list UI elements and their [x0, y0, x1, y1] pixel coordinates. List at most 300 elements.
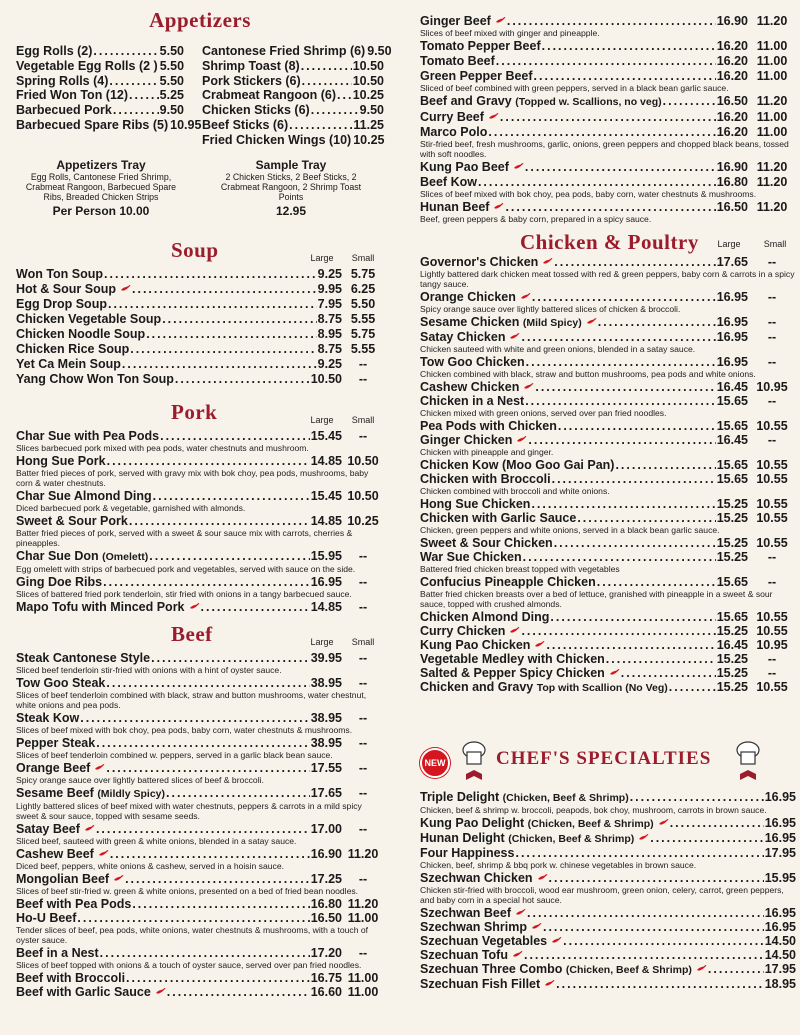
- menu-item-price: 15.95: [764, 871, 796, 885]
- menu-item-title: Orange Chicken: [420, 290, 516, 304]
- appetizer-price: 9.50: [159, 103, 184, 118]
- appetizer-name: Barbecued Spare Ribs (5): [16, 117, 169, 132]
- menu-item-title: Curry Chicken: [420, 624, 506, 638]
- menu-item-price-large: 17.65: [310, 786, 342, 800]
- menu-item-title: Ho-U Beef: [16, 911, 77, 925]
- menu-item-price-small: 10.55: [756, 624, 788, 638]
- menu-item-name: [420, 846, 514, 860]
- menu-item-price: 16.95: [764, 920, 796, 934]
- dot-leader: [558, 419, 716, 433]
- sample-tray-desc: 2 Chicken Sticks, 2 Beef Sticks, 2 Crabmeat Rangoon, 2 Shrimp Toast Points: [220, 172, 362, 202]
- menu-item-row: [16, 971, 384, 985]
- soup-list: [16, 267, 384, 386]
- menu-item-name: [16, 267, 103, 281]
- appetizer-name: Fried Chicken Wings (10): [202, 132, 352, 147]
- menu-item-row: [16, 985, 384, 999]
- dot-leader: [130, 342, 316, 356]
- dot-leader: [543, 920, 764, 934]
- dot-leader: [80, 711, 310, 725]
- menu-item-price-large: 15.45: [310, 429, 342, 443]
- menu-item-row: [16, 786, 384, 801]
- menu-item-row: [16, 549, 384, 564]
- menu-item-price-large: 15.45: [310, 489, 342, 503]
- menu-item-row: [420, 110, 796, 124]
- menu-item-name: [420, 255, 553, 269]
- dot-leader: [311, 103, 359, 118]
- menu-item-name: [420, 610, 549, 624]
- menu-item-title: Four Happiness: [420, 846, 515, 860]
- menu-item-title: Beef with Pea Pods: [16, 897, 132, 911]
- menu-item-price-small: --: [767, 355, 777, 369]
- menu-item-row: [420, 962, 796, 977]
- menu-item-row: [420, 160, 796, 174]
- dot-leader: [96, 822, 310, 836]
- menu-item-title: Governor's Chicken: [420, 255, 539, 269]
- menu-item-row: [16, 651, 384, 665]
- hot-pepper-icon: [512, 951, 523, 958]
- hot-pepper-icon: [586, 318, 597, 325]
- menu-item-title: Chicken Vegetable Soup: [16, 312, 162, 326]
- menu-item-row: [420, 433, 796, 447]
- appetizers-list: [16, 44, 392, 148]
- menu-item: [420, 575, 796, 609]
- menu-item-price-large: 15.65: [716, 575, 748, 589]
- dot-leader: [496, 54, 716, 68]
- menu-item-title: Triple Delight: [420, 790, 500, 804]
- menu-item-description: Lightly battered dark chicken meat tossed with red & green peppers, baby corn & carrots in a spicy tangy sauce.: [420, 269, 795, 289]
- dot-leader: [621, 666, 716, 680]
- menu-item-price-small: --: [358, 651, 368, 665]
- menu-item-row: [420, 39, 796, 53]
- menu-item: [420, 110, 796, 124]
- menu-item: [420, 948, 796, 962]
- menu-item-description: Chicken, green peppers and white onions, served in a black bean garlic sauce.: [420, 525, 720, 535]
- hot-pepper-icon: [84, 825, 95, 832]
- dot-leader: [577, 511, 715, 525]
- menu-item-price-large: 15.95: [310, 549, 342, 563]
- menu-item: [420, 680, 796, 695]
- menu-item-price-large: 16.90: [310, 847, 342, 861]
- menu-item-price-large: 16.20: [716, 125, 748, 139]
- dot-leader: [670, 816, 764, 830]
- menu-item-title: Ginger Chicken: [420, 433, 513, 447]
- menu-item-name: [16, 282, 131, 296]
- appetizer-price: 10.95: [170, 117, 202, 132]
- hot-pepper-icon: [542, 258, 553, 265]
- menu-item: [16, 711, 384, 735]
- menu-item-description: Spicy orange sauce over lightly battered slices of beef & broccoli.: [16, 775, 264, 785]
- menu-item-name: [16, 514, 128, 528]
- menu-item: [420, 511, 796, 535]
- appetizer-row: [202, 88, 384, 103]
- dot-leader: [122, 357, 317, 371]
- menu-item-name: [16, 357, 121, 371]
- menu-item-row: [16, 822, 384, 836]
- menu-item-price-small: --: [767, 394, 777, 408]
- menu-item-title: Satay Chicken: [420, 330, 506, 344]
- menu-item-description: Batter fried pieces of pork, served with a sweet & sour sauce mix with carrots, cherries & pineapples.: [16, 528, 353, 548]
- menu-item: [16, 651, 384, 675]
- menu-item-title: Chicken Rice Soup: [16, 342, 130, 356]
- menu-item-price-large: 15.25: [716, 511, 748, 525]
- menu-item-price-small: 11.00: [756, 110, 788, 124]
- dot-leader: [554, 255, 715, 269]
- dot-leader: [630, 790, 764, 804]
- dot-leader: [129, 88, 159, 103]
- menu-item: [420, 816, 796, 831]
- menu-item-description: Slices of beef tenderloin combined with black, straw and button mushrooms, water chestnut, white onions and pea pods.: [16, 690, 367, 710]
- large-label: Large: [310, 637, 334, 647]
- menu-item-price-small: --: [358, 600, 368, 614]
- dot-leader: [167, 985, 310, 999]
- menu-item-price-small: 11.20: [347, 897, 379, 911]
- menu-item-row: [420, 290, 796, 304]
- menu-item-price-small: 11.20: [756, 160, 788, 174]
- menu-item-name: [420, 458, 614, 472]
- menu-item-price-large: 16.95: [716, 290, 748, 304]
- menu-item-price-large: 17.20: [310, 946, 342, 960]
- hot-pepper-icon: [493, 203, 504, 210]
- menu-item-price-large: 16.20: [716, 69, 748, 83]
- small-label: Small: [763, 239, 787, 249]
- menu-item-name: [16, 786, 165, 801]
- menu-item-title: Chicken Almond Ding: [420, 610, 550, 624]
- menu-item-price-small: 10.55: [756, 458, 788, 472]
- menu-item-name: [16, 946, 99, 960]
- menu-item-title: Salted & Pepper Spicy Chicken: [420, 666, 605, 680]
- menu-item: [420, 380, 796, 394]
- appetizer-row: [16, 59, 184, 74]
- dot-leader: [125, 872, 310, 886]
- menu-item-name: [420, 472, 551, 486]
- menu-item-name: [420, 816, 669, 831]
- menu-item: [420, 54, 796, 68]
- appetizers-left-list: [16, 44, 202, 148]
- dot-leader: [524, 948, 764, 962]
- menu-item: [420, 871, 796, 905]
- appetizer-price: 11.25: [353, 117, 384, 132]
- menu-item-row: [420, 394, 796, 408]
- menu-item-title: Szechuan Tofu: [420, 948, 508, 962]
- menu-item-name: [420, 790, 629, 805]
- menu-item-title: Chicken with Garlic Sauce: [420, 511, 577, 525]
- menu-item-name: [420, 680, 668, 695]
- menu-item-row: [420, 355, 796, 369]
- appetizer-row: [202, 118, 384, 133]
- menu-item-name: [420, 110, 499, 124]
- menu-item: [16, 514, 384, 548]
- large-label: Large: [717, 239, 741, 249]
- menu-item-price-large: 16.60: [310, 985, 342, 999]
- menu-item-name: [420, 39, 541, 53]
- menu-item: [16, 911, 384, 945]
- menu-item-name: [16, 711, 79, 725]
- menu-item-note: (Mild Spicy): [522, 317, 582, 329]
- chef-hat-icon: [734, 740, 762, 782]
- menu-item: [420, 330, 796, 354]
- menu-item-price-large: 15.65: [716, 458, 748, 472]
- menu-item: [420, 419, 796, 433]
- menu-item-description: Chicken stir-fried with broccoli, wood ear mushroom, green onion, celery, carrot, green peppers, and baby corn in a special hot sauce.: [420, 885, 784, 905]
- small-label: Small: [351, 415, 375, 425]
- menu-item-price: 14.50: [764, 934, 796, 948]
- menu-item-name: [420, 575, 596, 589]
- soup-heading: Soup: [171, 238, 219, 262]
- dot-leader: [535, 380, 715, 394]
- menu-item-title: Orange Beef: [16, 761, 91, 775]
- menu-item: [16, 847, 384, 871]
- menu-item-price-small: 5.75: [350, 267, 376, 281]
- menu-item-price-small: --: [358, 786, 368, 800]
- dot-leader: [289, 118, 352, 133]
- menu-item-row: [16, 327, 384, 341]
- menu-item-price: 16.95: [764, 790, 796, 804]
- menu-item-price-small: 11.00: [756, 125, 788, 139]
- menu-item-name: [420, 160, 524, 174]
- menu-item-name: [16, 327, 145, 341]
- menu-item-description: Batter fried pieces of pork, served with gravy mix with bok choy, pea pods, mushrooms, baby corn & water chestnuts.: [16, 468, 369, 488]
- menu-item-name: [420, 550, 522, 564]
- menu-item-price-large: 15.65: [716, 610, 748, 624]
- menu-item-name: [16, 847, 109, 861]
- menu-item-name: [420, 14, 506, 28]
- dot-leader: [160, 429, 310, 443]
- menu-item-price-small: 10.50: [347, 489, 379, 503]
- dot-leader: [337, 88, 352, 103]
- menu-item-price-small: 6.25: [350, 282, 376, 296]
- menu-item: [420, 934, 796, 948]
- menu-item-price-large: 16.75: [310, 971, 342, 985]
- menu-item-name: [420, 69, 533, 83]
- menu-item-price-large: 17.00: [310, 822, 342, 836]
- menu-item-row: [420, 536, 796, 550]
- menu-item-row: [420, 816, 796, 831]
- appetizers-heading: Appetizers: [149, 8, 251, 32]
- menu-item: [16, 786, 384, 821]
- menu-item-description: Slices of beef tenderloin combined w. peppers, served in a garlic black bean sauce.: [16, 750, 333, 760]
- menu-item-row: [16, 489, 384, 503]
- hot-pepper-icon: [495, 17, 506, 24]
- menu-item-note: (Chicken, Beef & Shrimp): [502, 792, 629, 804]
- menu-item-row: [420, 200, 796, 214]
- menu-item-title: Beef with Broccoli: [16, 971, 126, 985]
- menu-item-price-large: 9.95: [317, 282, 342, 296]
- menu-item-price-small: --: [767, 290, 777, 304]
- menu-item: [16, 372, 384, 386]
- hot-pepper-icon: [638, 834, 649, 841]
- menu-item-title: Chicken Kow (Moo Goo Gai Pan): [420, 458, 615, 472]
- menu-item-price-small: --: [358, 357, 368, 371]
- menu-item: [16, 985, 384, 999]
- sample-tray-price: 12.95: [275, 204, 307, 218]
- dot-leader: [104, 267, 317, 281]
- menu-item-price-small: 5.55: [350, 342, 376, 356]
- dot-leader: [149, 549, 309, 563]
- menu-item: [420, 906, 796, 920]
- appetizer-row: [202, 59, 384, 74]
- menu-item-price-large: 9.25: [317, 267, 342, 281]
- menu-item-price-small: 10.55: [756, 511, 788, 525]
- menu-item-name: [16, 872, 124, 886]
- hot-pepper-icon: [551, 937, 562, 944]
- menu-item-title: Tomato Beef: [420, 54, 495, 68]
- menu-item-price-large: 16.95: [716, 330, 748, 344]
- menu-item: [420, 125, 796, 159]
- menu-item: [16, 761, 384, 785]
- menu-item-row: [420, 680, 796, 695]
- menu-item-row: [16, 911, 384, 925]
- menu-item-row: [420, 638, 796, 652]
- menu-item-price-large: 15.25: [716, 550, 748, 564]
- menu-item-row: [16, 297, 384, 311]
- menu-item-name: [420, 652, 605, 666]
- menu-item-price-large: 8.75: [317, 312, 342, 326]
- menu-item-price-large: 17.55: [310, 761, 342, 775]
- menu-item: [420, 652, 796, 666]
- hot-pepper-icon: [509, 333, 520, 340]
- dot-leader: [708, 962, 764, 976]
- menu-item-name: [420, 948, 523, 962]
- menu-item: [420, 497, 796, 511]
- dot-leader: [523, 550, 716, 564]
- specialties-heading: CHEF'S SPECIALTIES: [496, 748, 712, 769]
- menu-item-row: [16, 736, 384, 750]
- menu-item: [420, 290, 796, 314]
- dot-leader: [525, 394, 716, 408]
- menu-item-row: [420, 497, 796, 511]
- appetizers-section: [16, 8, 384, 33]
- large-label: Large: [310, 253, 334, 263]
- menu-item-row: [16, 761, 384, 775]
- chef-hat-icon: [460, 740, 488, 782]
- menu-item-title: Pea Pods with Chicken: [420, 419, 557, 433]
- menu-item-title: Sesame Chicken: [420, 315, 520, 329]
- menu-item-title: Satay Beef: [16, 822, 80, 836]
- dot-leader: [552, 472, 716, 486]
- menu-item: [420, 638, 796, 652]
- menu-item-row: [420, 610, 796, 624]
- appetizer-price: 10.50: [352, 73, 384, 88]
- menu-item-row: [420, 511, 796, 525]
- dot-leader: [113, 103, 159, 118]
- menu-item-name: [420, 536, 553, 550]
- menu-item-name: [420, 175, 477, 189]
- menu-item-row: [420, 977, 796, 991]
- menu-item: [16, 357, 384, 371]
- menu-item-row: [16, 847, 384, 861]
- menu-item-row: [16, 872, 384, 886]
- menu-item-name: [16, 549, 148, 564]
- menu-item-title: Tow Goo Chicken: [420, 355, 525, 369]
- menu-item-price-small: --: [358, 429, 368, 443]
- menu-item-price-small: 10.55: [756, 610, 788, 624]
- menu-item-name: [420, 125, 487, 139]
- hot-pepper-icon: [609, 669, 620, 676]
- menu-item-name: [16, 822, 95, 836]
- menu-item-price-small: 11.00: [347, 985, 379, 999]
- menu-item-row: [420, 69, 796, 83]
- hot-pepper-icon: [696, 965, 707, 972]
- menu-item-price-small: --: [358, 822, 368, 836]
- menu-item-title: Chicken Noodle Soup: [16, 327, 146, 341]
- menu-item-price-large: 15.25: [716, 497, 748, 511]
- menu-item-price-large: 16.45: [716, 380, 748, 394]
- menu-item-title: Hot & Sour Soup: [16, 282, 116, 296]
- dot-leader: [521, 624, 715, 638]
- menu-item-price-small: 11.20: [347, 847, 379, 861]
- dot-leader: [108, 297, 317, 311]
- menu-item: [420, 175, 796, 199]
- menu-item: [16, 822, 384, 846]
- appetizer-row: [16, 44, 184, 59]
- menu-item-row: [420, 458, 796, 472]
- menu-item-price-large: 38.95: [310, 711, 342, 725]
- menu-item-name: [420, 962, 707, 977]
- dot-leader: [96, 736, 310, 750]
- dot-leader: [106, 676, 309, 690]
- menu-item: [420, 831, 796, 846]
- dot-leader: [606, 652, 716, 666]
- menu-item-title: Green Pepper Beef: [420, 69, 533, 83]
- menu-item-name: [420, 920, 542, 934]
- dot-leader: [525, 160, 716, 174]
- menu-item-note: (Chicken, Beef & Shrimp): [508, 833, 635, 845]
- menu-item-title: Beef and Gravy: [420, 94, 512, 108]
- menu-item: [420, 39, 796, 53]
- dot-leader: [100, 946, 310, 960]
- appetizer-name: Barbecued Pork: [16, 103, 112, 118]
- menu-item-row: [16, 600, 384, 614]
- dot-leader: [106, 761, 309, 775]
- menu-item: [420, 458, 796, 472]
- appetizer-name: Pork Stickers (6): [202, 73, 301, 88]
- menu-item-price-large: 15.65: [716, 419, 748, 433]
- menu-item-price-small: 5.75: [350, 327, 376, 341]
- menu-item-name: [420, 419, 557, 433]
- menu-item-title: Szechwan Chicken: [420, 871, 533, 885]
- menu-item-row: [16, 676, 384, 690]
- menu-item-row: [420, 550, 796, 564]
- menu-item-row: [16, 429, 384, 443]
- menu-item-note: (Mildly Spicy): [97, 788, 165, 800]
- menu-item-price-small: 10.55: [756, 419, 788, 433]
- menu-item: [420, 355, 796, 379]
- menu-item-row: [16, 357, 384, 371]
- appetizer-price: 5.25: [159, 88, 184, 103]
- menu-item-name: [16, 575, 102, 589]
- menu-item-title: Chicken in a Nest: [420, 394, 525, 408]
- appetizer-row: [16, 103, 184, 118]
- menu-item-price-large: 16.45: [716, 433, 748, 447]
- appetizer-name: Cantonese Fried Shrimp (6): [202, 44, 366, 58]
- menu-item-row: [16, 946, 384, 960]
- menu-item-note: (Chicken, Beef & Shrimp): [527, 818, 654, 830]
- soup-section: [16, 238, 384, 387]
- menu-item-row: [16, 312, 384, 326]
- hot-pepper-icon: [515, 909, 526, 916]
- specialties-section: [420, 790, 796, 991]
- hot-pepper-icon: [155, 988, 166, 995]
- appetizer-name: Shrimp Toast (8): [202, 58, 300, 73]
- menu-item-title: Mapo Tofu with Minced Pork: [16, 600, 185, 614]
- dot-leader: [146, 327, 316, 341]
- menu-item-description: Chicken sauteed with white and green onions, blended in a satay sauce.: [420, 344, 696, 354]
- dot-leader: [615, 458, 715, 472]
- menu-item-row: [420, 846, 796, 860]
- appetizers-tray-price: Per Person 10.00: [52, 204, 150, 218]
- menu-item-row: [420, 934, 796, 948]
- menu-item-price-small: --: [358, 575, 368, 589]
